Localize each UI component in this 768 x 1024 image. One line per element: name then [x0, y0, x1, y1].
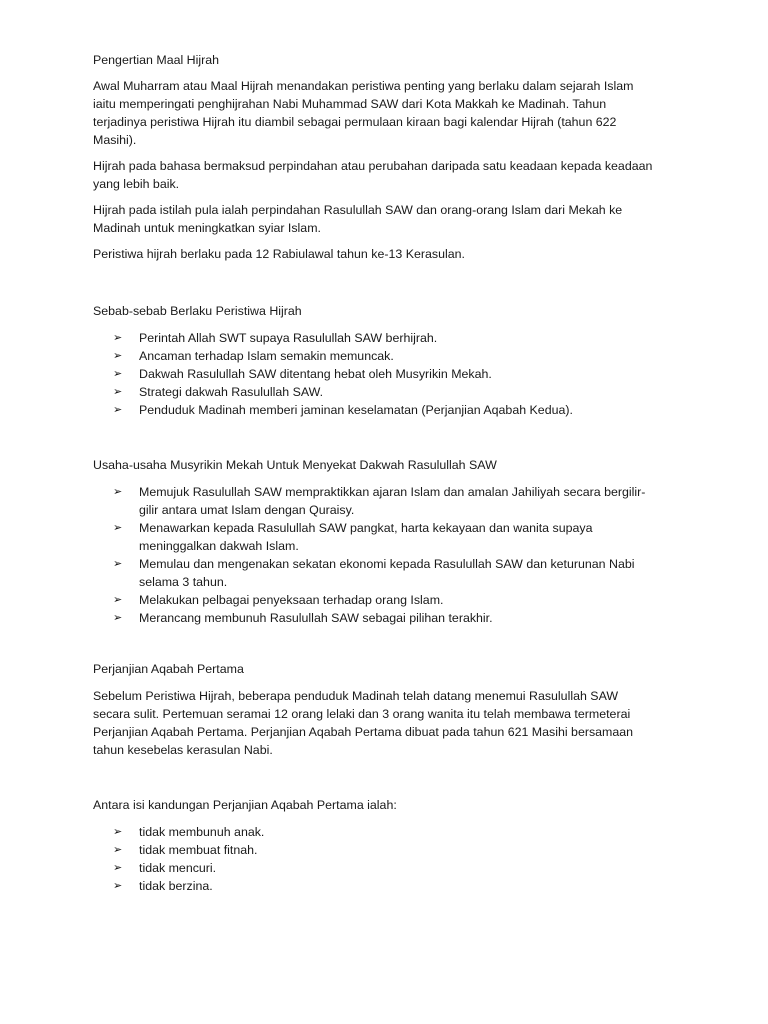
paragraph-date: [93, 245, 683, 263]
text-line: tahun kesebelas kerasulan Nabi.: [93, 743, 273, 757]
text-line: Peristiwa hijrah berlaku pada 12 Rabiulawal tahun ke-13 Kerasulan.: [93, 247, 465, 261]
section-heading: Antara isi kandungan Perjanjian Aqabah Pertama ialah:: [93, 798, 397, 812]
section-heading: Sebab-sebab Berlaku Peristiwa Hijrah: [93, 304, 302, 318]
list-item: ➢ Penduduk Madinah memberi jaminan keselamatan (Perjanjian Aqabah Kedua).: [93, 401, 683, 419]
section-isi-kandungan: [93, 796, 683, 895]
text-line: yang lebih baik.: [93, 177, 180, 191]
text-line: Hijrah pada bahasa bermaksud perpindahan atau perubahan daripada satu keadaan kepada keadaan: [93, 159, 653, 173]
list-item: ➢ Strategi dakwah Rasulullah SAW.: [93, 383, 683, 401]
list-item: [93, 519, 683, 555]
text-line: Awal Muharram atau Maal Hijrah menandakan peristiwa penting yang berlaku dalam sejarah Islam: [93, 79, 634, 93]
paragraph-aqabah: [93, 687, 683, 759]
list-item: ➢ tidak berzina.: [93, 877, 683, 895]
section-heading: Perjanjian Aqabah Pertama: [93, 662, 244, 676]
list-item: [93, 555, 683, 591]
text-line: gilir antara umat Islam dengan Quraisy.: [139, 503, 355, 517]
text-line: iaitu memperingati penghijrahan Nabi Muhammad SAW dari Kota Makkah ke Madinah. Tahun: [93, 97, 607, 111]
text-line: Masihi).: [93, 133, 137, 147]
list-item: ➢ tidak membuat fitnah.: [93, 841, 683, 859]
paragraph-bahasa: [93, 157, 683, 193]
list-item: ➢ Ancaman terhadap Islam semakin memuncak.: [93, 347, 683, 365]
list-item: ➢ Dakwah Rasulullah SAW ditentang hebat oleh Musyrikin Mekah.: [93, 365, 683, 383]
arrow-list: [93, 329, 683, 419]
paragraph-istilah: [93, 201, 683, 237]
arrow-list: [93, 823, 683, 895]
text-line: Menawarkan kepada Rasulullah SAW pangkat, harta kekayaan dan wanita supaya: [139, 521, 593, 535]
text-line: Memulau dan mengenakan sekatan ekonomi kepada Rasulullah SAW dan keturunan Nabi: [139, 557, 635, 571]
text-line: Sebelum Peristiwa Hijrah, beberapa penduduk Madinah telah datang menemui Rasulullah SAW: [93, 689, 619, 703]
section-pengertian: [93, 51, 683, 263]
text-line: Madinah untuk meningkatkan syiar Islam.: [93, 221, 321, 235]
list-item: ➢ Merancang membunuh Rasulullah SAW sebagai pilihan terakhir.: [93, 609, 683, 627]
list-item: ➢ Melakukan pelbagai penyeksaan terhadap orang Islam.: [93, 591, 683, 609]
text-line: meninggalkan dakwah Islam.: [139, 539, 299, 553]
arrow-list: [93, 483, 683, 627]
list-item: ➢ Perintah Allah SWT supaya Rasulullah SAW berhijrah.: [93, 329, 683, 347]
list-item: ➢ tidak membunuh anak.: [93, 823, 683, 841]
text-line: Perjanjian Aqabah Pertama. Perjanjian Aqabah Pertama dibuat pada tahun 621 Masihi bersamaan: [93, 725, 634, 739]
list-item: ➢ tidak mencuri.: [93, 859, 683, 877]
section-usaha: [93, 456, 683, 627]
section-aqabah: [93, 660, 683, 759]
section-heading: Pengertian Maal Hijrah: [93, 53, 220, 67]
section-heading: Usaha-usaha Musyrikin Mekah Untuk Menyekat Dakwah Rasulullah SAW: [93, 458, 497, 472]
list-item: [93, 483, 683, 519]
text-line: secara sulit. Pertemuan seramai 12 orang lelaki dan 3 orang wanita itu telah membawa termeterai: [93, 707, 631, 721]
paragraph-definition: [93, 77, 683, 149]
text-line: Hijrah pada istilah pula ialah perpindahan Rasulullah SAW dan orang-orang Islam dari Mekah ke: [93, 203, 623, 217]
text-line: terjadinya peristiwa Hijrah itu diambil sebagai permulaan kiraan bagi kalendar Hijrah (tahun 622: [93, 115, 617, 129]
text-line: Memujuk Rasulullah SAW mempraktikkan ajaran Islam dan amalan Jahiliyah secara bergilir-: [139, 485, 646, 499]
text-line: selama 3 tahun.: [139, 575, 228, 589]
section-sebab: [93, 302, 683, 419]
